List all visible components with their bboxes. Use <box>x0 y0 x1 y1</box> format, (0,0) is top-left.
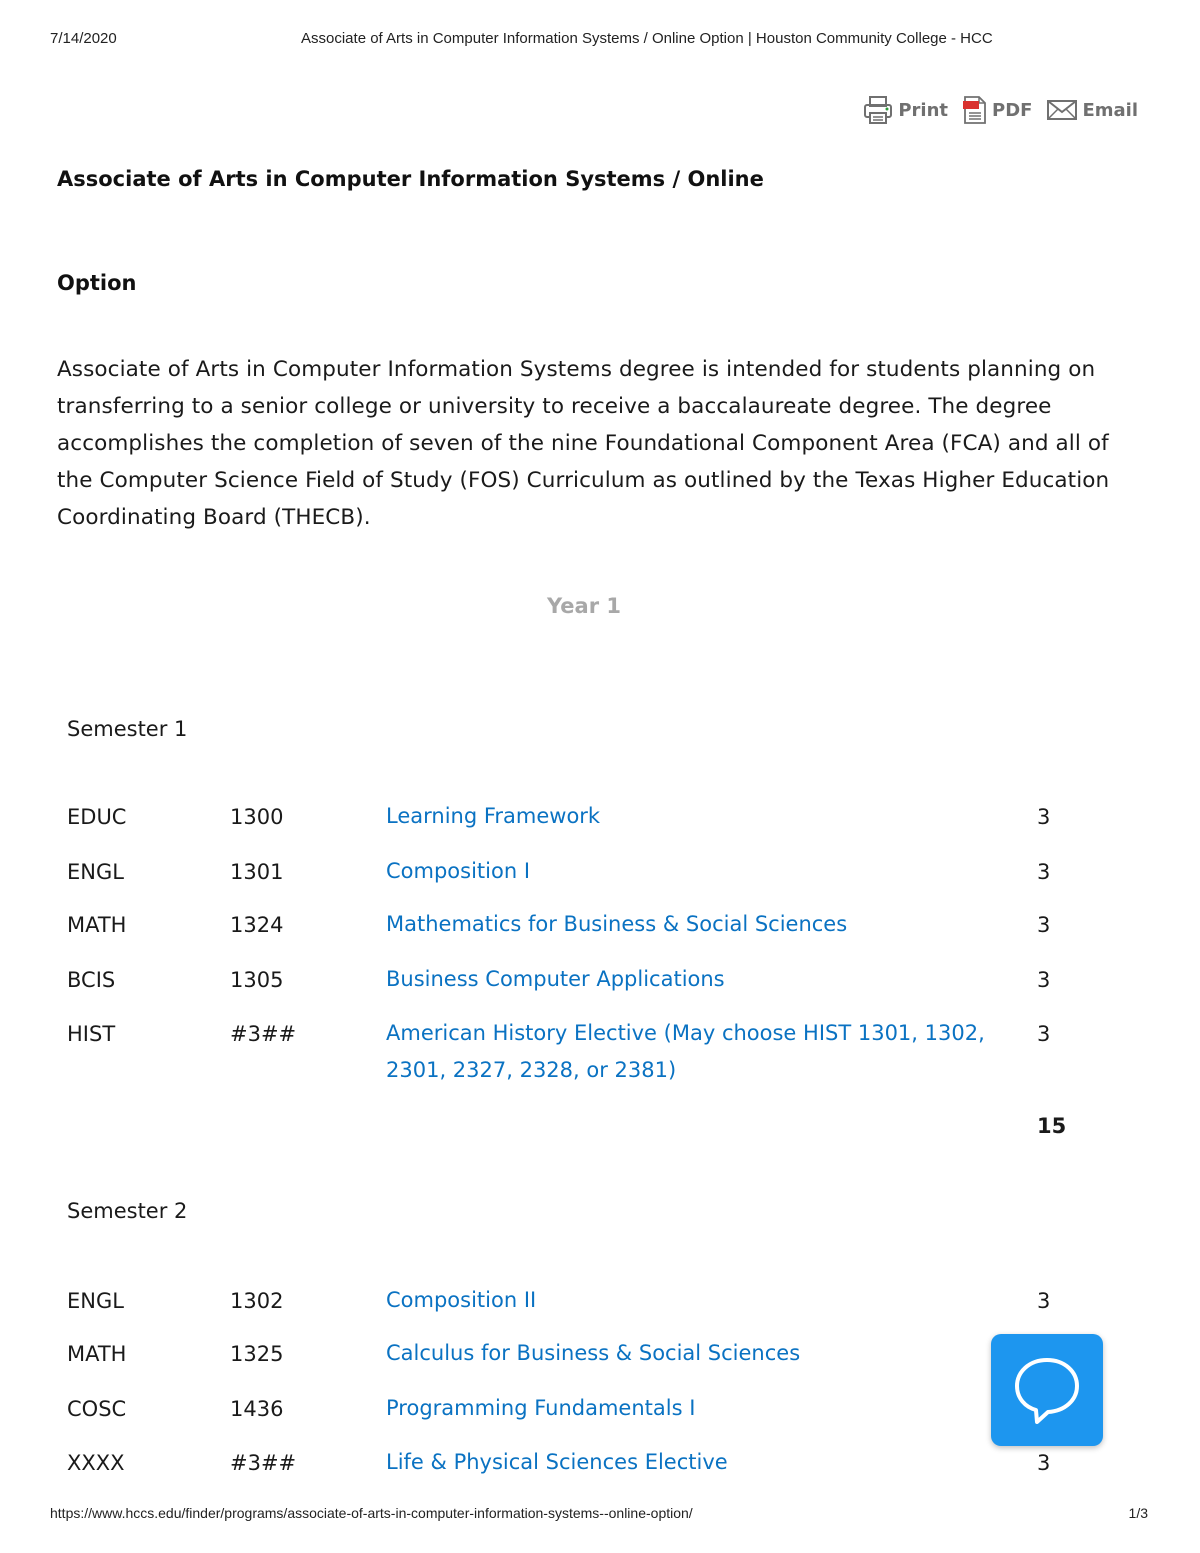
page-title-continued: Option <box>57 271 137 295</box>
course-number: 1301 <box>230 860 284 884</box>
print-label: Print <box>898 99 949 121</box>
course-title-link[interactable]: American History Elective (May choose HIST 1301, 1302, 2301, 2327, 2328, or 2381) <box>386 1021 985 1082</box>
course-title-link[interactable]: Business Computer Applications <box>386 967 725 991</box>
course-title-link[interactable]: Composition I <box>386 859 531 883</box>
course-subject: MATH <box>67 913 127 937</box>
semester-heading: Semester 1 <box>67 717 188 741</box>
course-title-link[interactable]: Life & Physical Sciences Elective <box>386 1450 728 1474</box>
email-label: Email <box>1082 99 1138 121</box>
course-subject: BCIS <box>67 968 116 992</box>
course-row <box>0 1022 1200 1102</box>
course-number: #3## <box>230 1451 297 1475</box>
pdf-button[interactable] <box>962 95 1032 125</box>
course-credits: 3 <box>1037 968 1051 992</box>
course-number: 1305 <box>230 968 284 992</box>
course-subject: ENGL <box>67 1289 124 1313</box>
course-title-link[interactable]: Programming Fundamentals I <box>386 1396 696 1420</box>
share-toolbar <box>862 94 1138 126</box>
year-heading: Year 1 <box>547 594 621 618</box>
course-credits: 3 <box>1037 1451 1051 1475</box>
course-credits: 3 <box>1037 1022 1051 1046</box>
course-number: 1302 <box>230 1289 284 1313</box>
print-button[interactable] <box>862 95 948 125</box>
pdf-icon <box>962 95 988 125</box>
course-credits: 3 <box>1037 860 1051 884</box>
course-subject: EDUC <box>67 805 127 829</box>
course-number: #3## <box>230 1022 297 1046</box>
chat-widget-button[interactable] <box>991 1334 1103 1446</box>
course-credits: 3 <box>1037 1289 1051 1313</box>
print-page-number: 1/3 <box>1128 1505 1148 1521</box>
course-title-link[interactable]: Learning Framework <box>386 804 601 828</box>
course-title-link[interactable]: Composition II <box>386 1288 537 1312</box>
page-title: Associate of Arts in Computer Information Systems / Online <box>57 167 764 191</box>
course-subject: HIST <box>67 1022 116 1046</box>
printer-icon <box>862 95 894 125</box>
semester-heading: Semester 2 <box>67 1199 188 1223</box>
course-row <box>0 1451 1200 1491</box>
course-credits: 3 <box>1037 805 1051 829</box>
course-credits: 3 <box>1037 913 1051 937</box>
course-subject: ENGL <box>67 860 124 884</box>
course-subject: XXXX <box>67 1451 125 1475</box>
envelope-icon <box>1046 98 1078 122</box>
print-document-title: Associate of Arts in Computer Information Systems / Online Option | Houston Community College - HCC <box>301 30 993 47</box>
course-subject: COSC <box>67 1397 127 1421</box>
print-header <box>50 30 1150 50</box>
email-button[interactable] <box>1046 98 1138 122</box>
semester-total-credits: 15 <box>1037 1114 1067 1138</box>
course-subject: MATH <box>67 1342 127 1366</box>
course-number: 1325 <box>230 1342 284 1366</box>
print-footer <box>50 1505 1148 1525</box>
course-number: 1324 <box>230 913 284 937</box>
print-url: https://www.hccs.edu/finder/programs/associate-of-arts-in-computer-information-systems--online-option/ <box>50 1505 693 1521</box>
course-title-link[interactable]: Mathematics for Business & Social Sciences <box>386 912 848 936</box>
course-number: 1300 <box>230 805 284 829</box>
program-description: Associate of Arts in Computer Information Systems degree is intended for students planning on transferring to a senior college or university to receive a baccalaureate degree. The degree accomplishes the completion of seven of the nine Foundational Component Area (FCA) and all of the Computer Science Field of Study (FOS) Curriculum as outlined by the Texas Higher Education Coordinating Board (THECB). <box>57 357 1110 530</box>
course-title-link[interactable]: Calculus for Business & Social Sciences <box>386 1341 801 1365</box>
print-date: 7/14/2020 <box>50 30 117 47</box>
pdf-label: PDF <box>992 99 1033 121</box>
course-number: 1436 <box>230 1397 284 1421</box>
